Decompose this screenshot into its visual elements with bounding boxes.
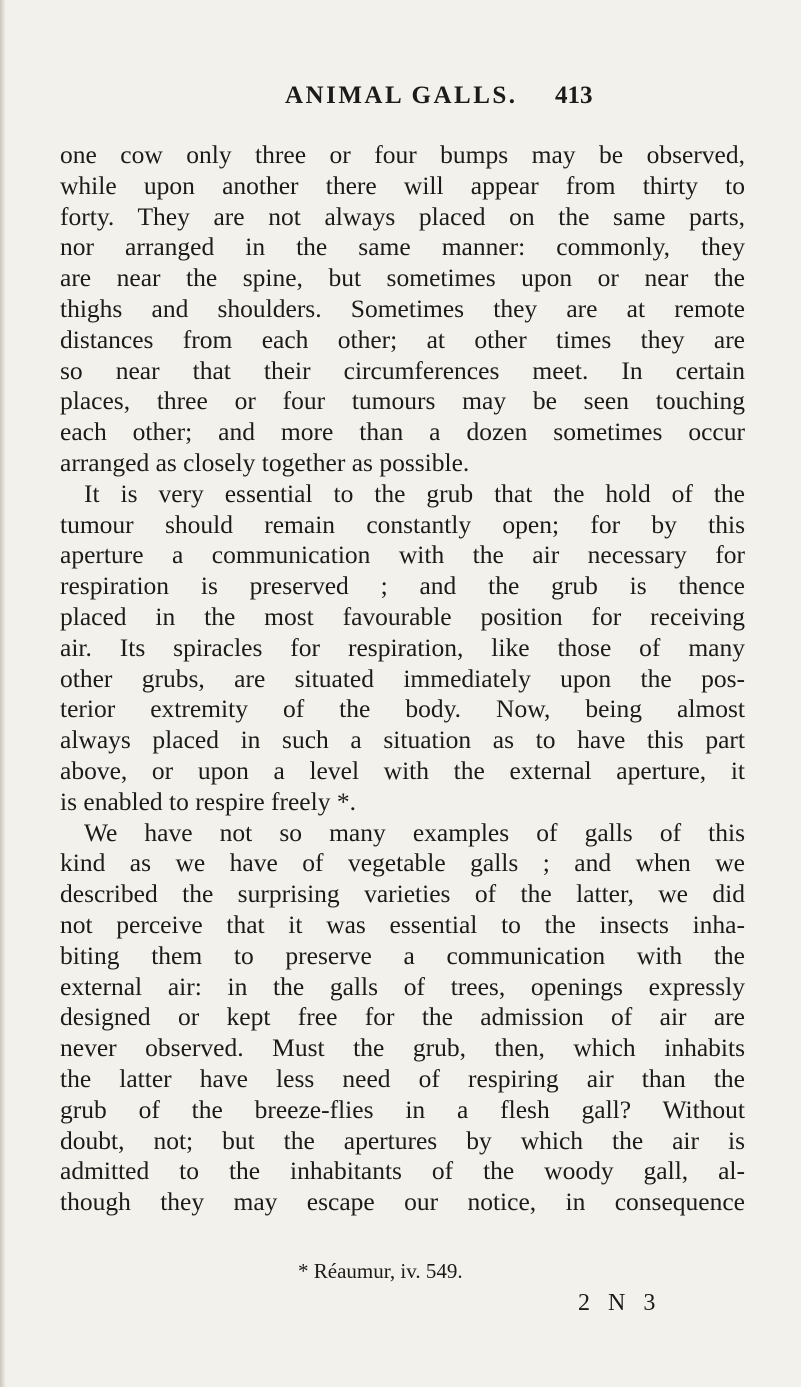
text-line: external air: in the galls of trees, openings expressly bbox=[60, 971, 745, 1001]
printer-signature: 2 N 3 bbox=[578, 1290, 662, 1316]
text-line: biting them to preserve a communication with the bbox=[60, 940, 745, 970]
text-line: are near the spine, but sometimes upon or near the bbox=[60, 263, 745, 293]
text-line: kind as we have of vegetable galls ; and when we bbox=[60, 848, 745, 878]
text-line: respiration is preserved ; and the grub is thence bbox=[60, 571, 745, 601]
text-line: arranged as closely together as possible. bbox=[60, 447, 470, 477]
text-line: one cow only three or four bumps may be observed, bbox=[60, 140, 745, 169]
text-line: nor arranged in the same manner: commonly, they bbox=[60, 232, 745, 262]
text-line: admitted to the inhabitants of the woody gall, al- bbox=[60, 1156, 745, 1186]
text-line: always placed in such a situation as to have this part bbox=[60, 725, 745, 755]
text-line: forty. They are not always placed on the same parts, bbox=[60, 201, 745, 231]
text-line: each other; and more than a dozen sometimes occur bbox=[60, 417, 745, 447]
text-line: tumour should remain constantly open; for by this bbox=[60, 509, 745, 539]
body-text bbox=[60, 140, 745, 1218]
running-title: ANIMAL GALLS. bbox=[285, 82, 518, 109]
text-line: terior extremity of the body. Now, being almost bbox=[60, 694, 745, 724]
text-line: above, or upon a level with the external aperture, it bbox=[60, 755, 745, 785]
text-line: not perceive that it was essential to the insects inha- bbox=[60, 909, 745, 939]
text-line: air. Its spiracles for respiration, like those of many bbox=[60, 632, 745, 662]
text-line: placed in the most favourable position for receiving bbox=[60, 601, 745, 631]
text-line: thighs and shoulders. Sometimes they are at remote bbox=[60, 293, 745, 323]
text-line: doubt, not; but the apertures by which the air is bbox=[60, 1125, 745, 1155]
page-edge-shadow bbox=[0, 0, 6, 1387]
text-line: aperture a communication with the air necessary for bbox=[60, 540, 745, 570]
page-header bbox=[0, 82, 801, 122]
text-line: is enabled to respire freely *. bbox=[60, 786, 356, 816]
text-line: while upon another there will appear from thirty to bbox=[60, 170, 745, 200]
footnote: * Réaumur, iv. 549. bbox=[298, 1259, 463, 1283]
text-line: It is very essential to the grub that the hold of the bbox=[84, 478, 745, 508]
text-line: so near that their circumferences meet. In certain bbox=[60, 355, 745, 385]
text-line: the latter have less need of respiring air than the bbox=[60, 1063, 745, 1093]
text-line: We have not so many examples of galls of this bbox=[84, 817, 745, 847]
page-number: 413 bbox=[555, 82, 593, 109]
text-line: distances from each other; at other times they are bbox=[60, 324, 745, 354]
text-line: designed or kept free for the admission of air are bbox=[60, 1002, 745, 1032]
text-line: described the surprising varieties of the latter, we did bbox=[60, 879, 745, 909]
text-line: places, three or four tumours may be seen touching bbox=[60, 386, 745, 416]
text-line: other grubs, are situated immediately upon the pos- bbox=[60, 663, 745, 693]
text-line: grub of the breeze-flies in a flesh gall? Without bbox=[60, 1094, 745, 1124]
text-line: though they may escape our notice, in consequence bbox=[60, 1187, 745, 1217]
text-line: never observed. Must the grub, then, which inhabits bbox=[60, 1033, 745, 1063]
